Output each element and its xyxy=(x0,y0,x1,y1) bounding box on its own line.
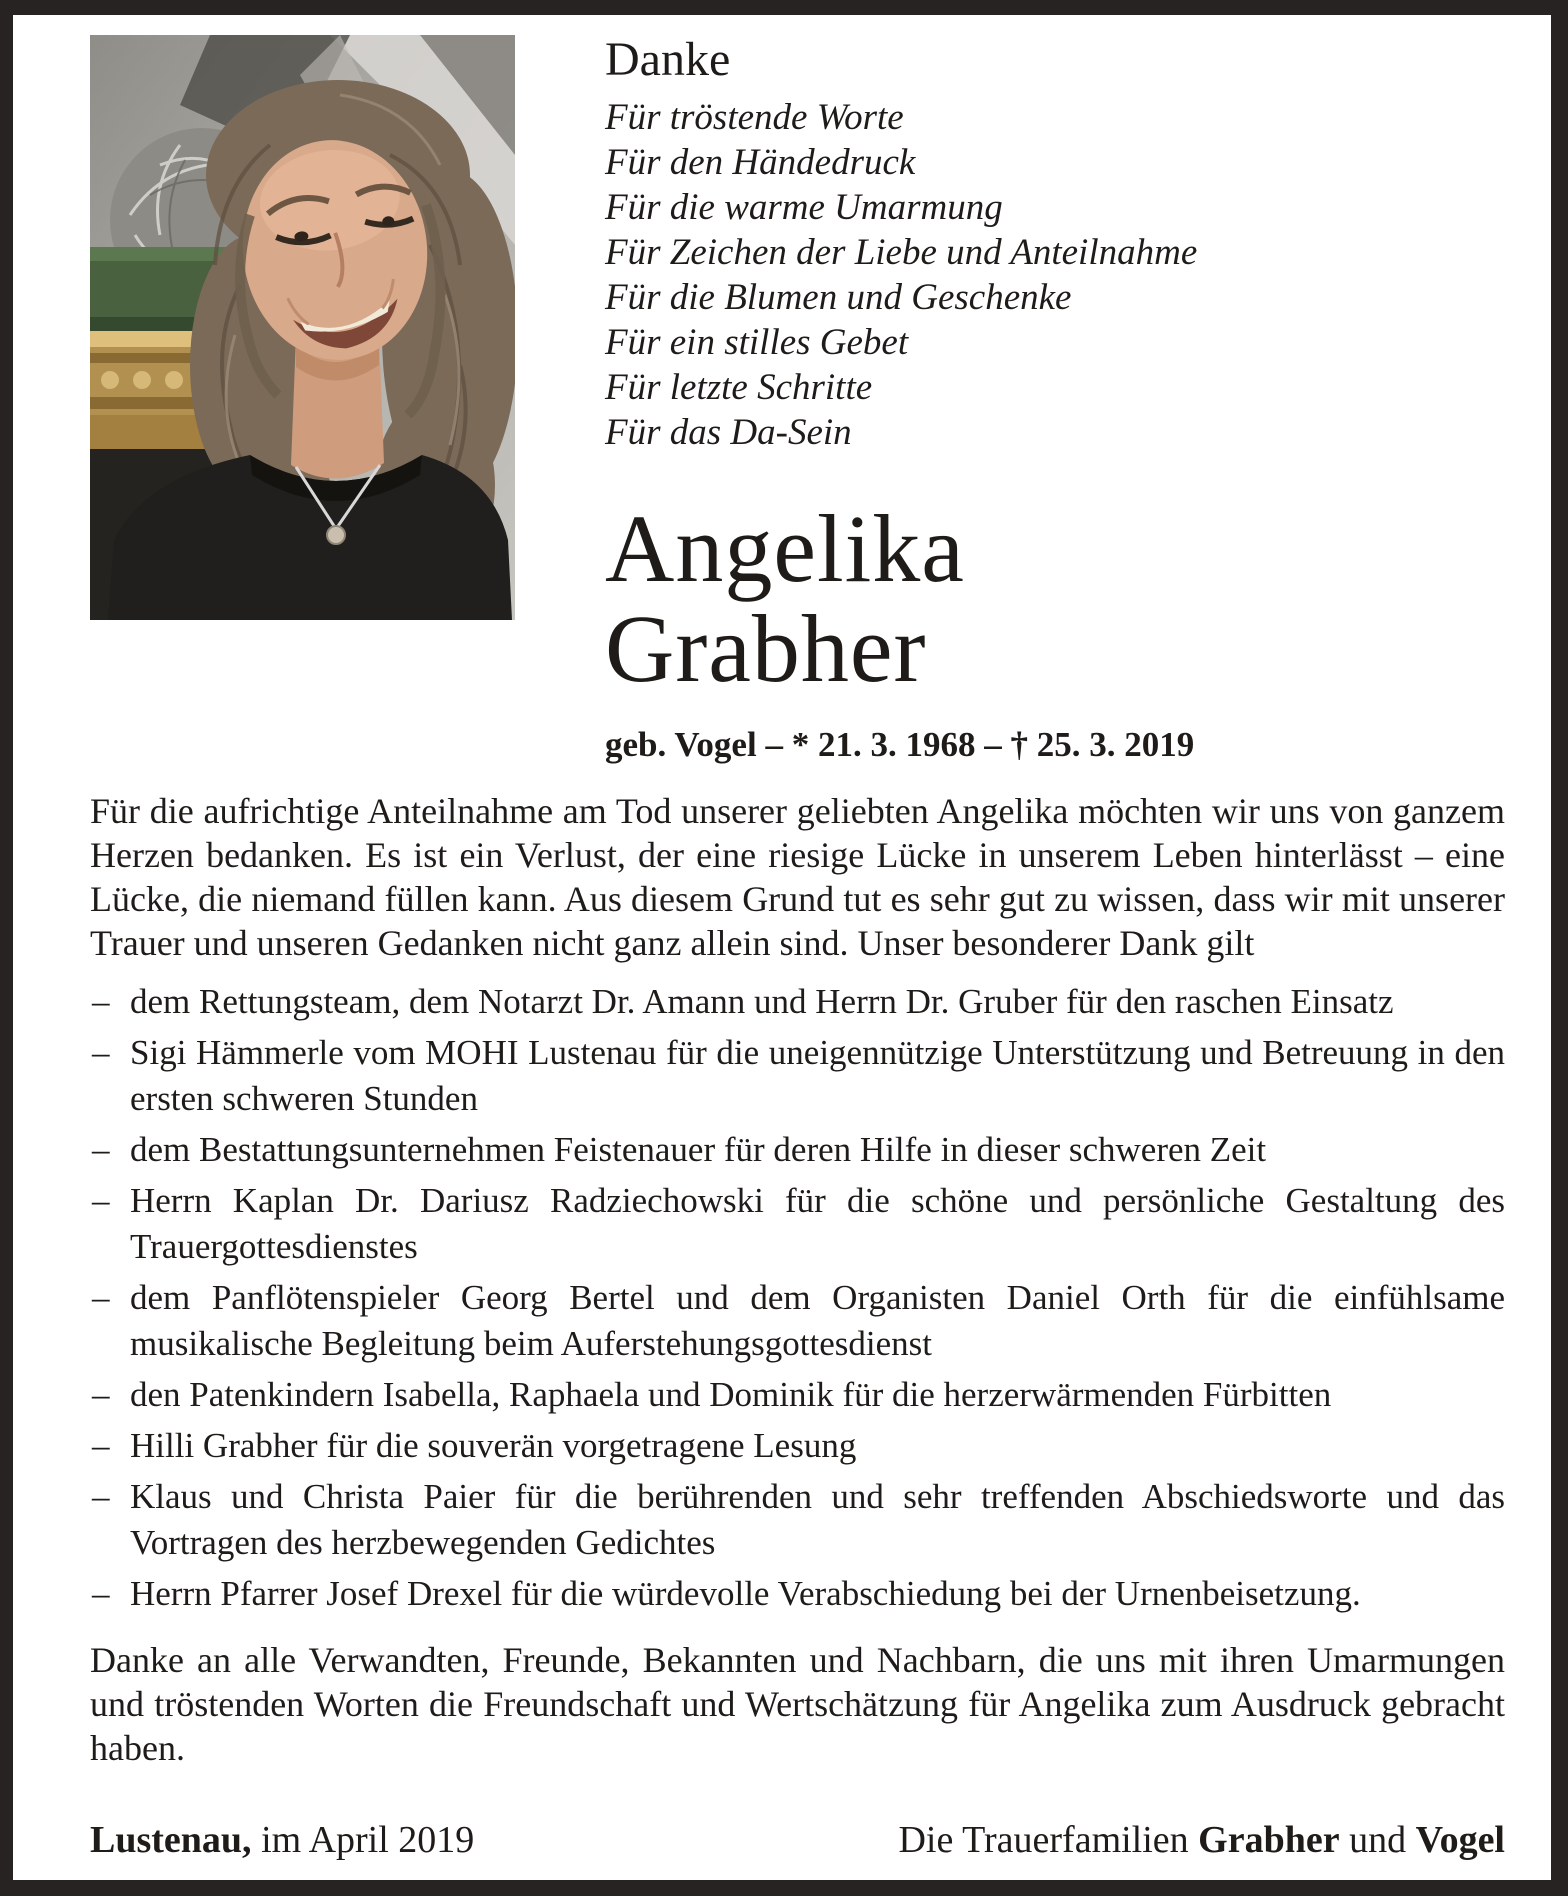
header-text-column xyxy=(605,35,1505,765)
families-conjunction: und xyxy=(1349,1819,1407,1861)
acknowledgement-list xyxy=(90,979,1505,1622)
acknowledgement-text: Sigi Hämmerle vom MOHI Lustenau für die uneigennützige Unterstützung und Betreuung in den ersten schweren Stunden xyxy=(130,1033,1505,1119)
family-name-grabher: Grabher xyxy=(1198,1819,1340,1861)
acknowledgement-item xyxy=(90,1372,1505,1418)
acknowledgement-text: den Patenkindern Isabella, Raphaela und Dominik für die herzerwärmenden Fürbitten xyxy=(130,1375,1332,1415)
thanks-line: Für letzte Schritte xyxy=(605,367,873,409)
thanks-line: Für Zeichen der Liebe und Anteilnahme xyxy=(605,232,1198,274)
acknowledgement-item xyxy=(90,979,1505,1025)
thanks-lines xyxy=(605,95,1505,455)
dash-marker: – xyxy=(92,1278,110,1318)
mourning-families xyxy=(898,1818,1505,1862)
acknowledgement-item xyxy=(90,1030,1505,1122)
dash-marker: – xyxy=(92,1477,110,1517)
footer xyxy=(90,1818,1505,1864)
thanks-line: Für die Blumen und Geschenke xyxy=(605,277,1072,319)
acknowledgement-text: Hilli Grabher für die souverän vorgetragene Lesung xyxy=(130,1426,857,1466)
closing-paragraph: Danke an alle Verwandten, Freunde, Bekannten und Nachbarn, die uns mit ihren Umarmungen und tröstenden Worten die Freundschaft und Wertschätzung für Angelika zum Ausdruck gebracht haben. xyxy=(90,1640,1505,1769)
thanks-line: Für den Händedruck xyxy=(605,142,916,184)
life-dates: geb. Vogel – * 21. 3. 1968 – † 25. 3. 2019 xyxy=(605,725,1195,765)
dash-marker: – xyxy=(92,982,110,1022)
dash-marker: – xyxy=(92,1033,110,1073)
acknowledgement-item xyxy=(90,1474,1505,1566)
families-prefix: Die Trauerfamilien xyxy=(898,1819,1189,1861)
acknowledgement-text: Herrn Pfarrer Josef Drexel für die würdevolle Verabschiedung bei der Urnenbeisetzung. xyxy=(130,1574,1361,1614)
portrait-photo xyxy=(90,35,515,620)
deceased-last-name: Grabher xyxy=(605,595,927,703)
intro-paragraph: Für die aufrichtige Anteilnahme am Tod unserer geliebten Angelika möchten wir uns von ganzem Herzen bedanken. Es ist ein Verlust, der eine riesige Lücke in unserem Leben hinterlässt – eine Lücke, die niemand füllen kann. Aus diesem Grund tut es sehr gut zu wissen, dass wir mit unserer Trauer und unseren Gedanken nicht ganz allein sind. Unser besonderer Dank gilt xyxy=(90,791,1505,964)
date-label: im April 2019 xyxy=(261,1819,475,1861)
thanks-line: Für tröstende Worte xyxy=(605,97,904,139)
acknowledgement-text: dem Rettungsteam, dem Notarzt Dr. Amann und Herrn Dr. Gruber für den raschen Einsatz xyxy=(130,982,1394,1022)
acknowledgement-text: dem Bestattungsunternehmen Feistenauer für deren Hilfe in dieser schweren Zeit xyxy=(130,1130,1267,1170)
acknowledgement-text: Herrn Kaplan Dr. Dariusz Radziechowski für die schöne und persönliche Gestaltung des Trauergottesdienstes xyxy=(130,1181,1505,1267)
acknowledgement-item xyxy=(90,1127,1505,1173)
acknowledgement-text: dem Panflötenspieler Georg Bertel und dem Organisten Daniel Orth für die einfühlsame musikalische Begleitung beim Auferstehungsgottesdienst xyxy=(130,1278,1505,1364)
dash-marker: – xyxy=(92,1181,110,1221)
dash-marker: – xyxy=(92,1130,110,1170)
dash-marker: – xyxy=(92,1375,110,1415)
acknowledgement-item xyxy=(90,1178,1505,1270)
deceased-first-name: Angelika xyxy=(605,495,965,603)
place-and-date xyxy=(90,1818,474,1862)
header-section xyxy=(90,35,1505,765)
family-name-vogel: Vogel xyxy=(1415,1819,1505,1861)
acknowledgement-item xyxy=(90,1423,1505,1469)
page-title: Danke xyxy=(605,33,731,86)
acknowledgement-item xyxy=(90,1275,1505,1367)
thanks-line: Für das Da-Sein xyxy=(605,412,852,454)
place-label: Lustenau, xyxy=(90,1819,252,1861)
portrait-illustration xyxy=(90,35,515,620)
thanks-line: Für ein stilles Gebet xyxy=(605,322,909,364)
dash-marker: – xyxy=(92,1426,110,1466)
deceased-name xyxy=(605,495,1505,703)
acknowledgement-item xyxy=(90,1571,1505,1617)
acknowledgement-text: Klaus und Christa Paier für die berührenden und sehr treffenden Abschiedsworte und das Vortragen des herzbewegenden Gedichtes xyxy=(130,1477,1505,1563)
thanks-line: Für die warme Umarmung xyxy=(605,187,1003,229)
dash-marker: – xyxy=(92,1574,110,1614)
